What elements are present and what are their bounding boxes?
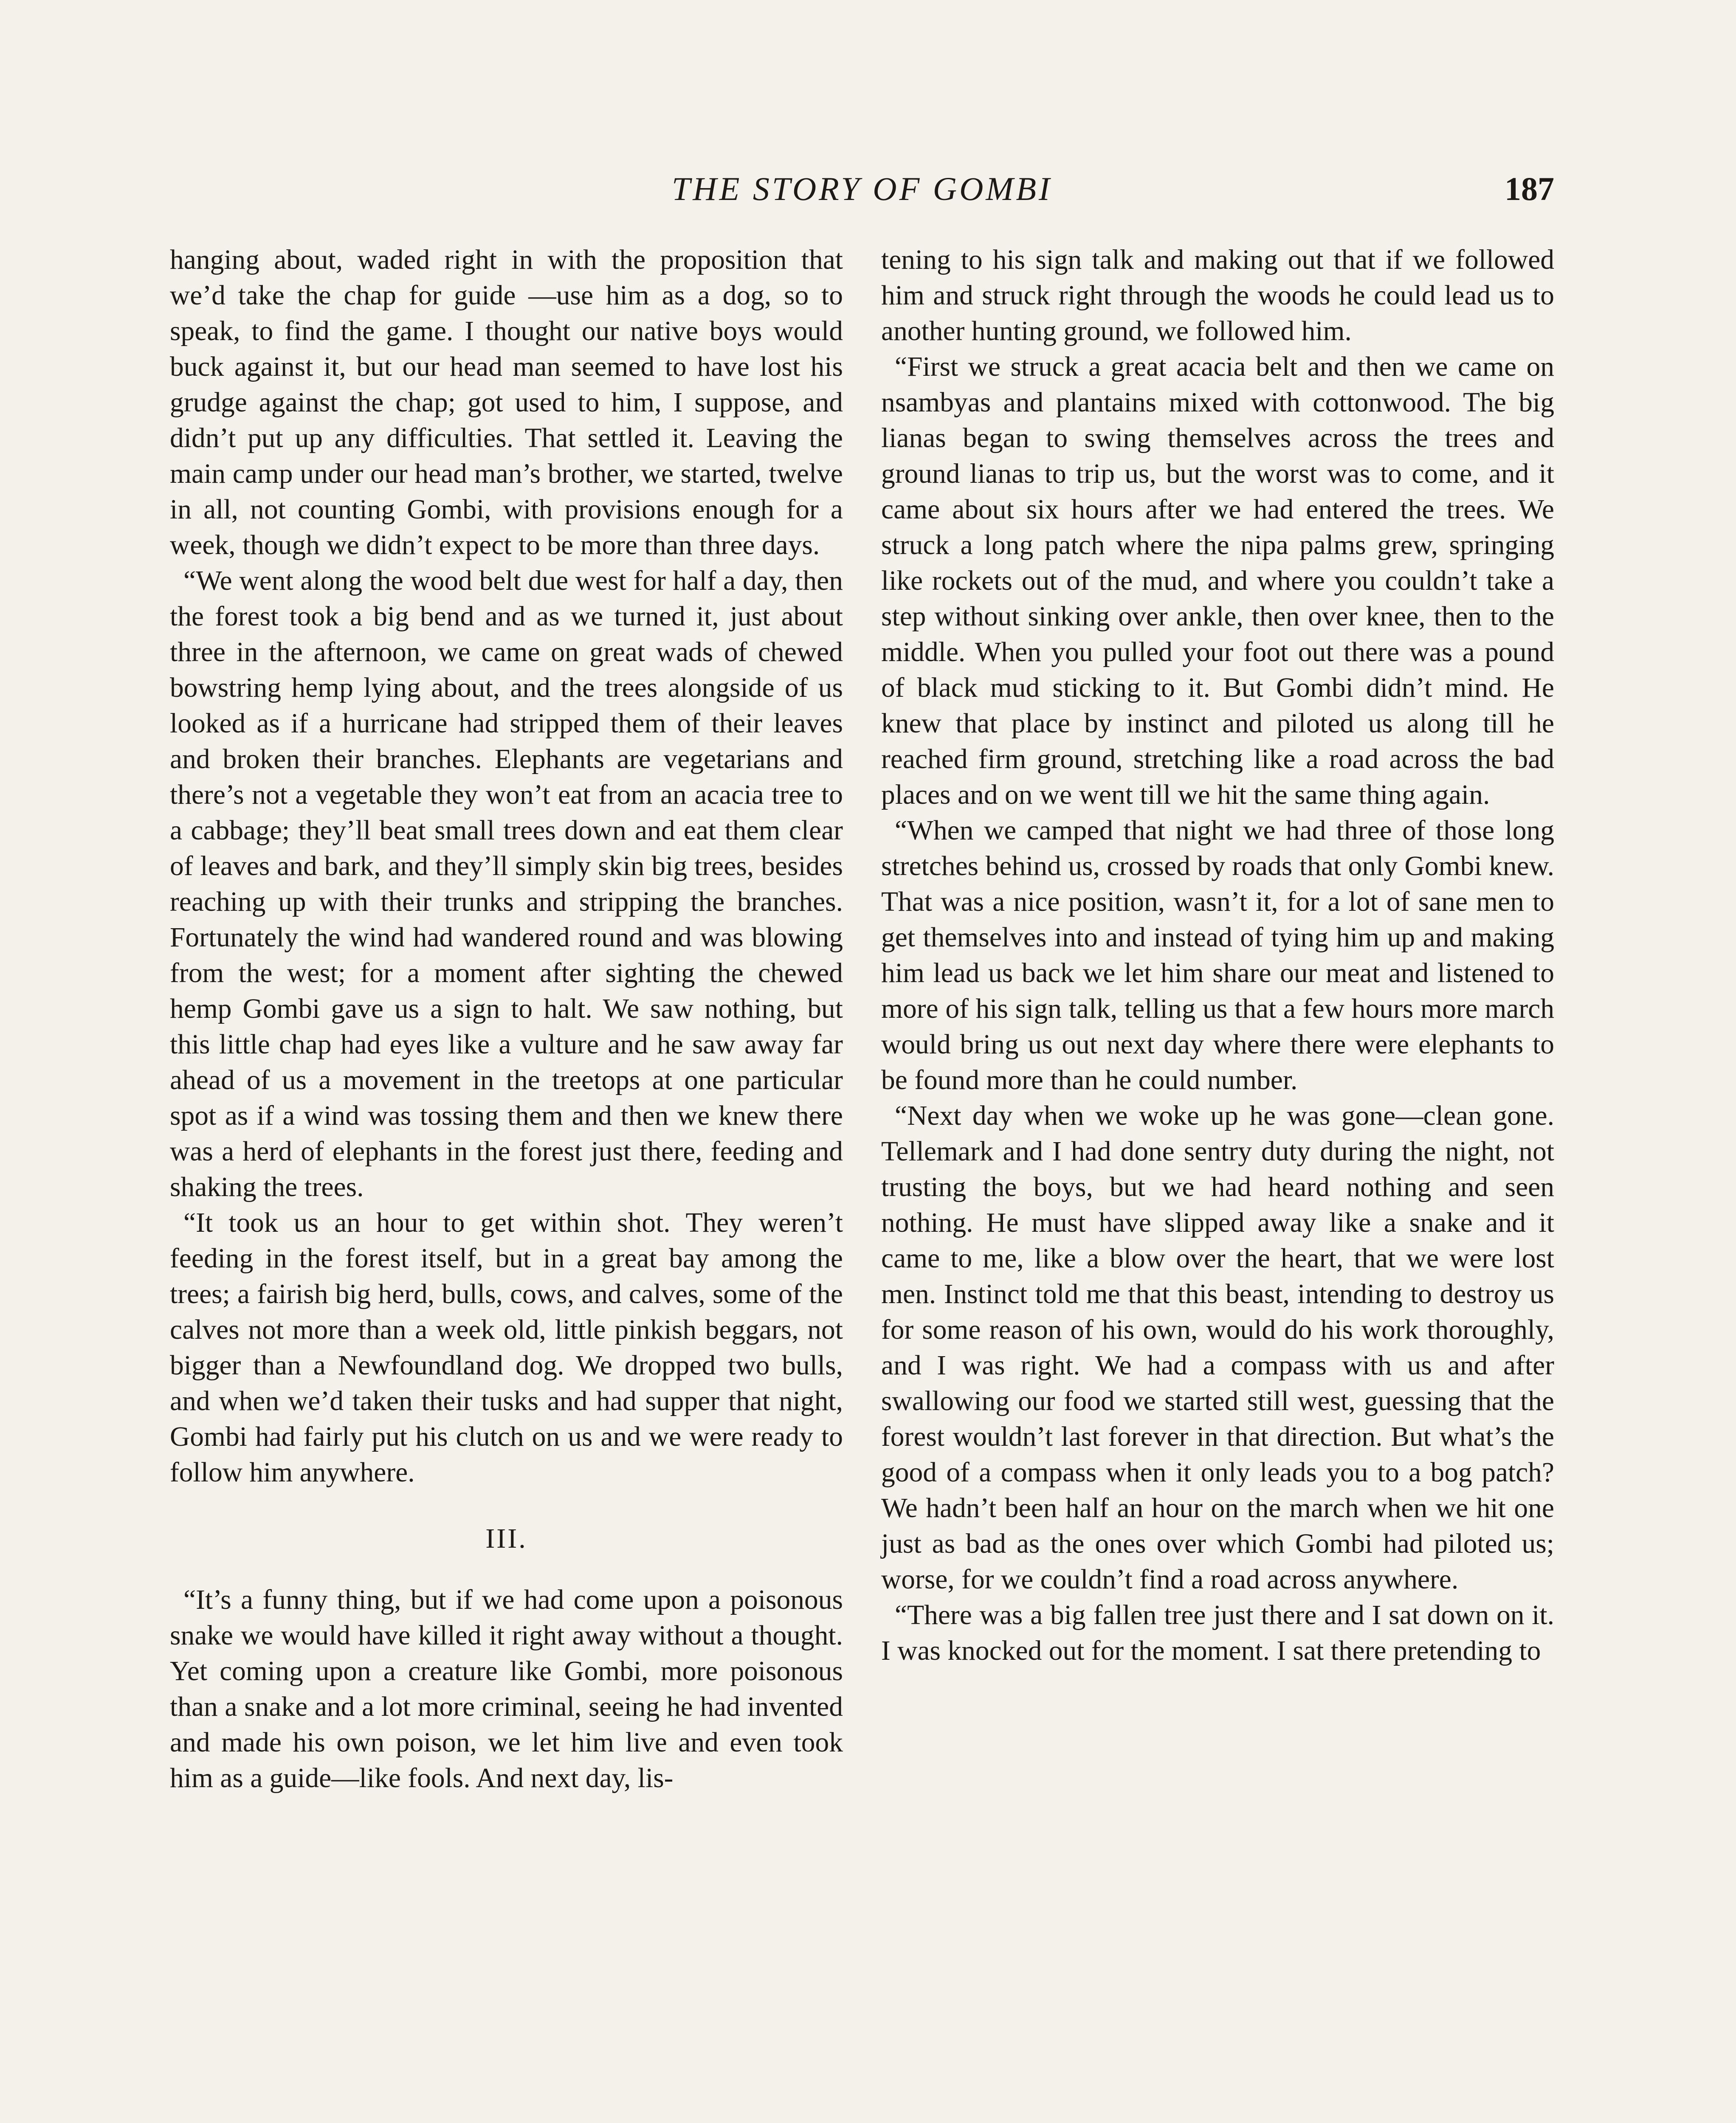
- paragraph: tening to his sign talk and making out that if we followed him and struck right through the woods he could lead us to another hunting ground, we followed him.: [881, 245, 1554, 346]
- page-number: 187: [1505, 170, 1554, 207]
- paragraph: hanging about, waded right in with the proposition that we’d take the chap for guide —use him as a dog, so to speak, to find the game. I thought our native boys would buck against it, but our head man seemed to have lost his grudge against the chap; got used to him, I suppose, and didn’t put up any difficulties. That settled it. Leaving the main camp under our head man’s brother, we started, twelve in all, not counting Gombi, with provisions enough for a week, though we didn’t expect to be more than three days.: [170, 245, 843, 560]
- running-head: THE STORY OF GOMBI: [672, 170, 1052, 207]
- right-column: [881, 242, 1554, 1669]
- paragraph: “When we camped that night we had three of those long stretches behind us, crossed by roads that only Gombi knew. That was a nice position, wasn’t it, for a lot of sane men to get themselves into and instead of tying him up and making him lead us back we let him share our meat and listened to more of his sign talk, telling us that a few hours more march would bring us out next day where there were elephants to be found more than he could number.: [881, 815, 1554, 1095]
- page-header: [170, 168, 1554, 219]
- paragraph: “Next day when we woke up he was gone—clean gone. Tellemark and I had done sentry duty during the night, not trusting the boys, but we had heard nothing and seen nothing. He must have slipped away like a snake and it came to me, like a blow over the heart, that we were lost men. Instinct told me that this beast, intending to destroy us for some reason of his own, would do his work thoroughly, and I was right. We had a compass with us and after swallowing our food we started still west, guessing that the forest wouldn’t last forever in that direction. But what’s the good of a compass when it only leads you to a bog patch? We hadn’t been half an hour on the march when we hit one just as bad as the ones over which Gombi had piloted us; worse, for we couldn’t find a road across anywhere.: [881, 1101, 1554, 1595]
- left-column: [170, 242, 843, 1796]
- section-heading: III.: [485, 1523, 527, 1554]
- paragraph: “We went along the wood belt due west for half a day, then the forest took a big bend and as we turned it, just about three in the afternoon, we came on great wads of chewed bowstring hemp lying about, and the trees alongside of us looked as if a hurricane had stripped them of their leaves and broken their branches. Elephants are vegetarians and there’s not a vegetable they won’t eat from an acacia tree to a cabbage; they’ll beat small trees down and eat them clear of leaves and bark, and they’ll simply skin big trees, besides reaching up with their trunks and stripping the branches. Fortunately the wind had wandered round and was blowing from the west; for a moment after sighting the chewed hemp Gombi gave us a sign to halt. We saw nothing, but this little chap had eyes like a vulture and he saw away far ahead of us a movement in the treetops at one particular spot as if a wind was tossing them and then we knew there was a herd of elephants in the forest just there, feeding and shaking the trees.: [170, 566, 843, 1202]
- paragraph: “It took us an hour to get within shot. They weren’t feeding in the forest itself, but in a great bay among the trees; a fairish big herd, bulls, cows, and calves, some of the calves not more than a week old, little pinkish beggars, not bigger than a Newfoundland dog. We dropped two bulls, and when we’d taken their tusks and had supper that night, Gombi had fairly put his clutch on us and we were ready to follow him anywhere.: [170, 1208, 843, 1488]
- paragraph: “First we struck a great acacia belt and then we came on nsambyas and plantains mixed with cottonwood. The big lianas began to swing themselves across the trees and ground lianas to trip us, but the worst was to come, and it came about six hours after we had entered the trees. We struck a long patch where the nipa palms grew, springing like rockets out of the mud, and where you couldn’t take a step without sinking over ankle, then over knee, then to the middle. When you pulled your foot out there was a pound of black mud sticking to it. But Gombi didn’t mind. He knew that place by instinct and piloted us along till he reached firm ground, stretching like a road across the bad places and on we went till we hit the same thing again.: [881, 352, 1554, 810]
- paragraph: “It’s a funny thing, but if we had come upon a poisonous snake we would have killed it right away without a thought. Yet coming upon a creature like Gombi, more poisonous than a snake and a lot more criminal, seeing he had invented and made his own poison, we let him live and even took him as a guide—like fools. And next day, lis-: [170, 1585, 843, 1794]
- paragraph: “There was a big fallen tree just there and I sat down on it. I was knocked out for the moment. I sat there pretending to: [881, 1600, 1554, 1666]
